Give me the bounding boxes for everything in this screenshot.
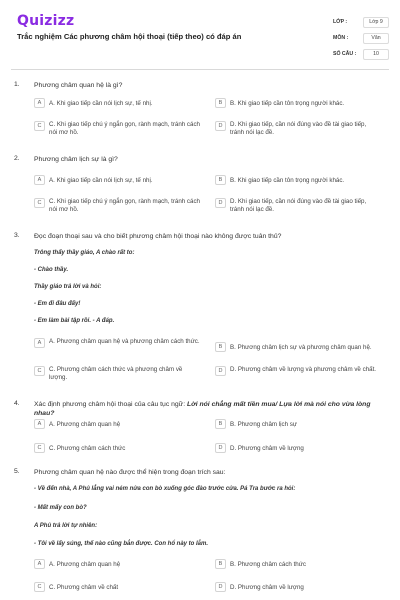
- option-c[interactable]: [34, 121, 201, 137]
- option-text: A. Khi giao tiếp cần nói lịch sự, tế nhị.: [49, 176, 153, 184]
- quizizz-logo: Quizizz: [17, 13, 75, 29]
- option-text: C. Phương châm cách thức và phương châm về lượng.: [49, 366, 183, 381]
- option-b[interactable]: [215, 98, 382, 108]
- option-letter: B: [215, 342, 226, 352]
- option-d[interactable]: [215, 121, 382, 137]
- meta-count-row: [333, 46, 391, 62]
- option-a[interactable]: [34, 559, 201, 569]
- worksheet-title: Trắc nghiệm Các phương châm hội thoại (tiếp theo) có đáp án: [17, 32, 242, 41]
- question-text: Đọc đoạn thoại sau và cho biết phương châm hội thoại nào không được tuân thủ?: [34, 233, 282, 240]
- question-number: 5.: [14, 468, 20, 475]
- option-a[interactable]: [34, 98, 201, 108]
- option-c[interactable]: [34, 198, 201, 214]
- option-text: D. Khi giao tiếp, cần nói đúng vào đề tài giao tiếp, tránh nói lạc đề.: [230, 198, 367, 213]
- option-letter: B: [215, 419, 226, 429]
- option-c[interactable]: [34, 366, 201, 382]
- question-text: Phương châm lịch sự là gì?: [34, 156, 118, 163]
- option-a[interactable]: [34, 175, 201, 185]
- option-letter: A: [34, 98, 45, 108]
- option-b[interactable]: [215, 175, 382, 185]
- passage-line: - Em làm bài tập rồi. - A đáp.: [34, 318, 115, 324]
- option-letter: C: [34, 121, 45, 131]
- option-b[interactable]: [215, 419, 382, 429]
- meta-subject-row: [333, 30, 391, 46]
- option-text: C. Phương châm về chất: [49, 583, 119, 591]
- header-divider: [11, 69, 389, 70]
- option-a[interactable]: [34, 338, 201, 348]
- option-text: D. Khi giao tiếp, cần nói đúng vào đề tài giao tiếp, tránh nói lạc đề.: [230, 121, 367, 136]
- option-letter: B: [215, 98, 226, 108]
- worksheet-header: [0, 0, 400, 70]
- option-text: D. Phương châm về lượng: [230, 444, 304, 452]
- question-text: [34, 400, 390, 418]
- option-text: A. Phương châm quan hệ: [49, 420, 121, 428]
- passage-line: - Mất mấy con bò?: [34, 505, 87, 511]
- question-text: Phương châm quan hệ nào được thể hiện trong đoạn trích sau:: [34, 469, 226, 476]
- option-d[interactable]: [215, 443, 382, 453]
- passage-line: - Tôi về lấy súng, thế nào cũng bắn được. Con hổ này to lắm.: [34, 541, 208, 547]
- option-letter: B: [215, 559, 226, 569]
- passage-line: Thầy giáo trả lời và hỏi:: [34, 284, 102, 290]
- grade-value: Lớp 9: [363, 17, 389, 28]
- question-number: 2.: [14, 155, 20, 162]
- option-letter: D: [215, 366, 226, 376]
- passage-line: A Phủ trả lời tự nhiên:: [34, 523, 98, 529]
- option-letter: C: [34, 443, 45, 453]
- option-letter: C: [34, 582, 45, 592]
- option-letter: A: [34, 559, 45, 569]
- option-text: B. Phương châm lịch sự và phương châm quan hệ.: [230, 343, 372, 351]
- option-letter: D: [215, 582, 226, 592]
- question-number: 4.: [14, 400, 20, 407]
- option-letter: A: [34, 419, 45, 429]
- option-letter: A: [34, 175, 45, 185]
- worksheet-meta: [333, 14, 391, 62]
- option-text: C. Khi giao tiếp chú ý ngắn gọn, rành mạch, tránh cách nói mơ hồ.: [49, 121, 200, 136]
- option-text: B. Phương châm lịch sự: [230, 420, 298, 428]
- option-text: D. Phương châm về lượng: [230, 583, 304, 591]
- option-letter: D: [215, 443, 226, 453]
- option-b[interactable]: [215, 559, 382, 569]
- option-text: A. Phương châm quan hệ: [49, 560, 121, 568]
- passage-line: - Em đi đâu đấy!: [34, 301, 81, 307]
- question-text: Phương châm quan hệ là gì?: [34, 82, 123, 89]
- subject-label: MÔN :: [333, 35, 349, 41]
- passage-line: - Về đến nhà, A Phủ lẳng vai ném nửa con bò xuống góc đào trước cửa. Pá Tra bước ra hỏi:: [34, 486, 296, 492]
- option-d[interactable]: [215, 198, 382, 214]
- meta-grade-row: [333, 14, 391, 30]
- option-text: C. Phương châm cách thức: [49, 444, 126, 452]
- passage-line: Trông thấy thầy giáo, A chào rất to:: [34, 250, 135, 256]
- option-a[interactable]: [34, 419, 201, 429]
- option-text: B. Khi giao tiếp cần tôn trọng người khác.: [230, 176, 345, 184]
- option-d[interactable]: [215, 366, 382, 376]
- option-letter: A: [34, 338, 45, 348]
- option-letter: D: [215, 198, 226, 208]
- option-text: B. Khi giao tiếp cần tôn trọng người khác.: [230, 99, 345, 107]
- option-b[interactable]: [215, 342, 382, 352]
- question-text-plain: Xác định phương châm hội thoại của câu tục ngữ:: [34, 401, 187, 408]
- option-text: A. Phương châm quan hệ và phương châm cách thức.: [49, 338, 200, 345]
- passage-line: - Chào thầy.: [34, 267, 69, 273]
- question-number: 1.: [14, 81, 20, 88]
- option-letter: C: [34, 366, 45, 376]
- option-text: A. Khi giao tiếp cần nói lịch sự, tế nhị.: [49, 99, 153, 107]
- option-text: D. Phương châm về lượng và phương châm về chất.: [230, 366, 377, 373]
- count-label: SỐ CÂU :: [333, 51, 357, 57]
- option-text: B. Phương châm cách thức: [230, 560, 306, 568]
- count-value: 10: [363, 49, 389, 60]
- option-letter: C: [34, 198, 45, 208]
- option-c[interactable]: [34, 443, 201, 453]
- option-letter: D: [215, 121, 226, 131]
- option-text: C. Khi giao tiếp chú ý ngắn gọn, rành mạch, tránh cách nói mơ hồ.: [49, 198, 200, 213]
- question-number: 3.: [14, 232, 20, 239]
- option-d[interactable]: [215, 582, 382, 592]
- option-c[interactable]: [34, 582, 201, 592]
- option-letter: B: [215, 175, 226, 185]
- question-text-proverb: Lời nói chẳng mất tiền mua/ Lựa lời mà nói cho vừa lòng nhau?: [34, 401, 371, 417]
- grade-label: LỚP :: [333, 19, 348, 25]
- subject-value: Văn: [363, 33, 389, 44]
